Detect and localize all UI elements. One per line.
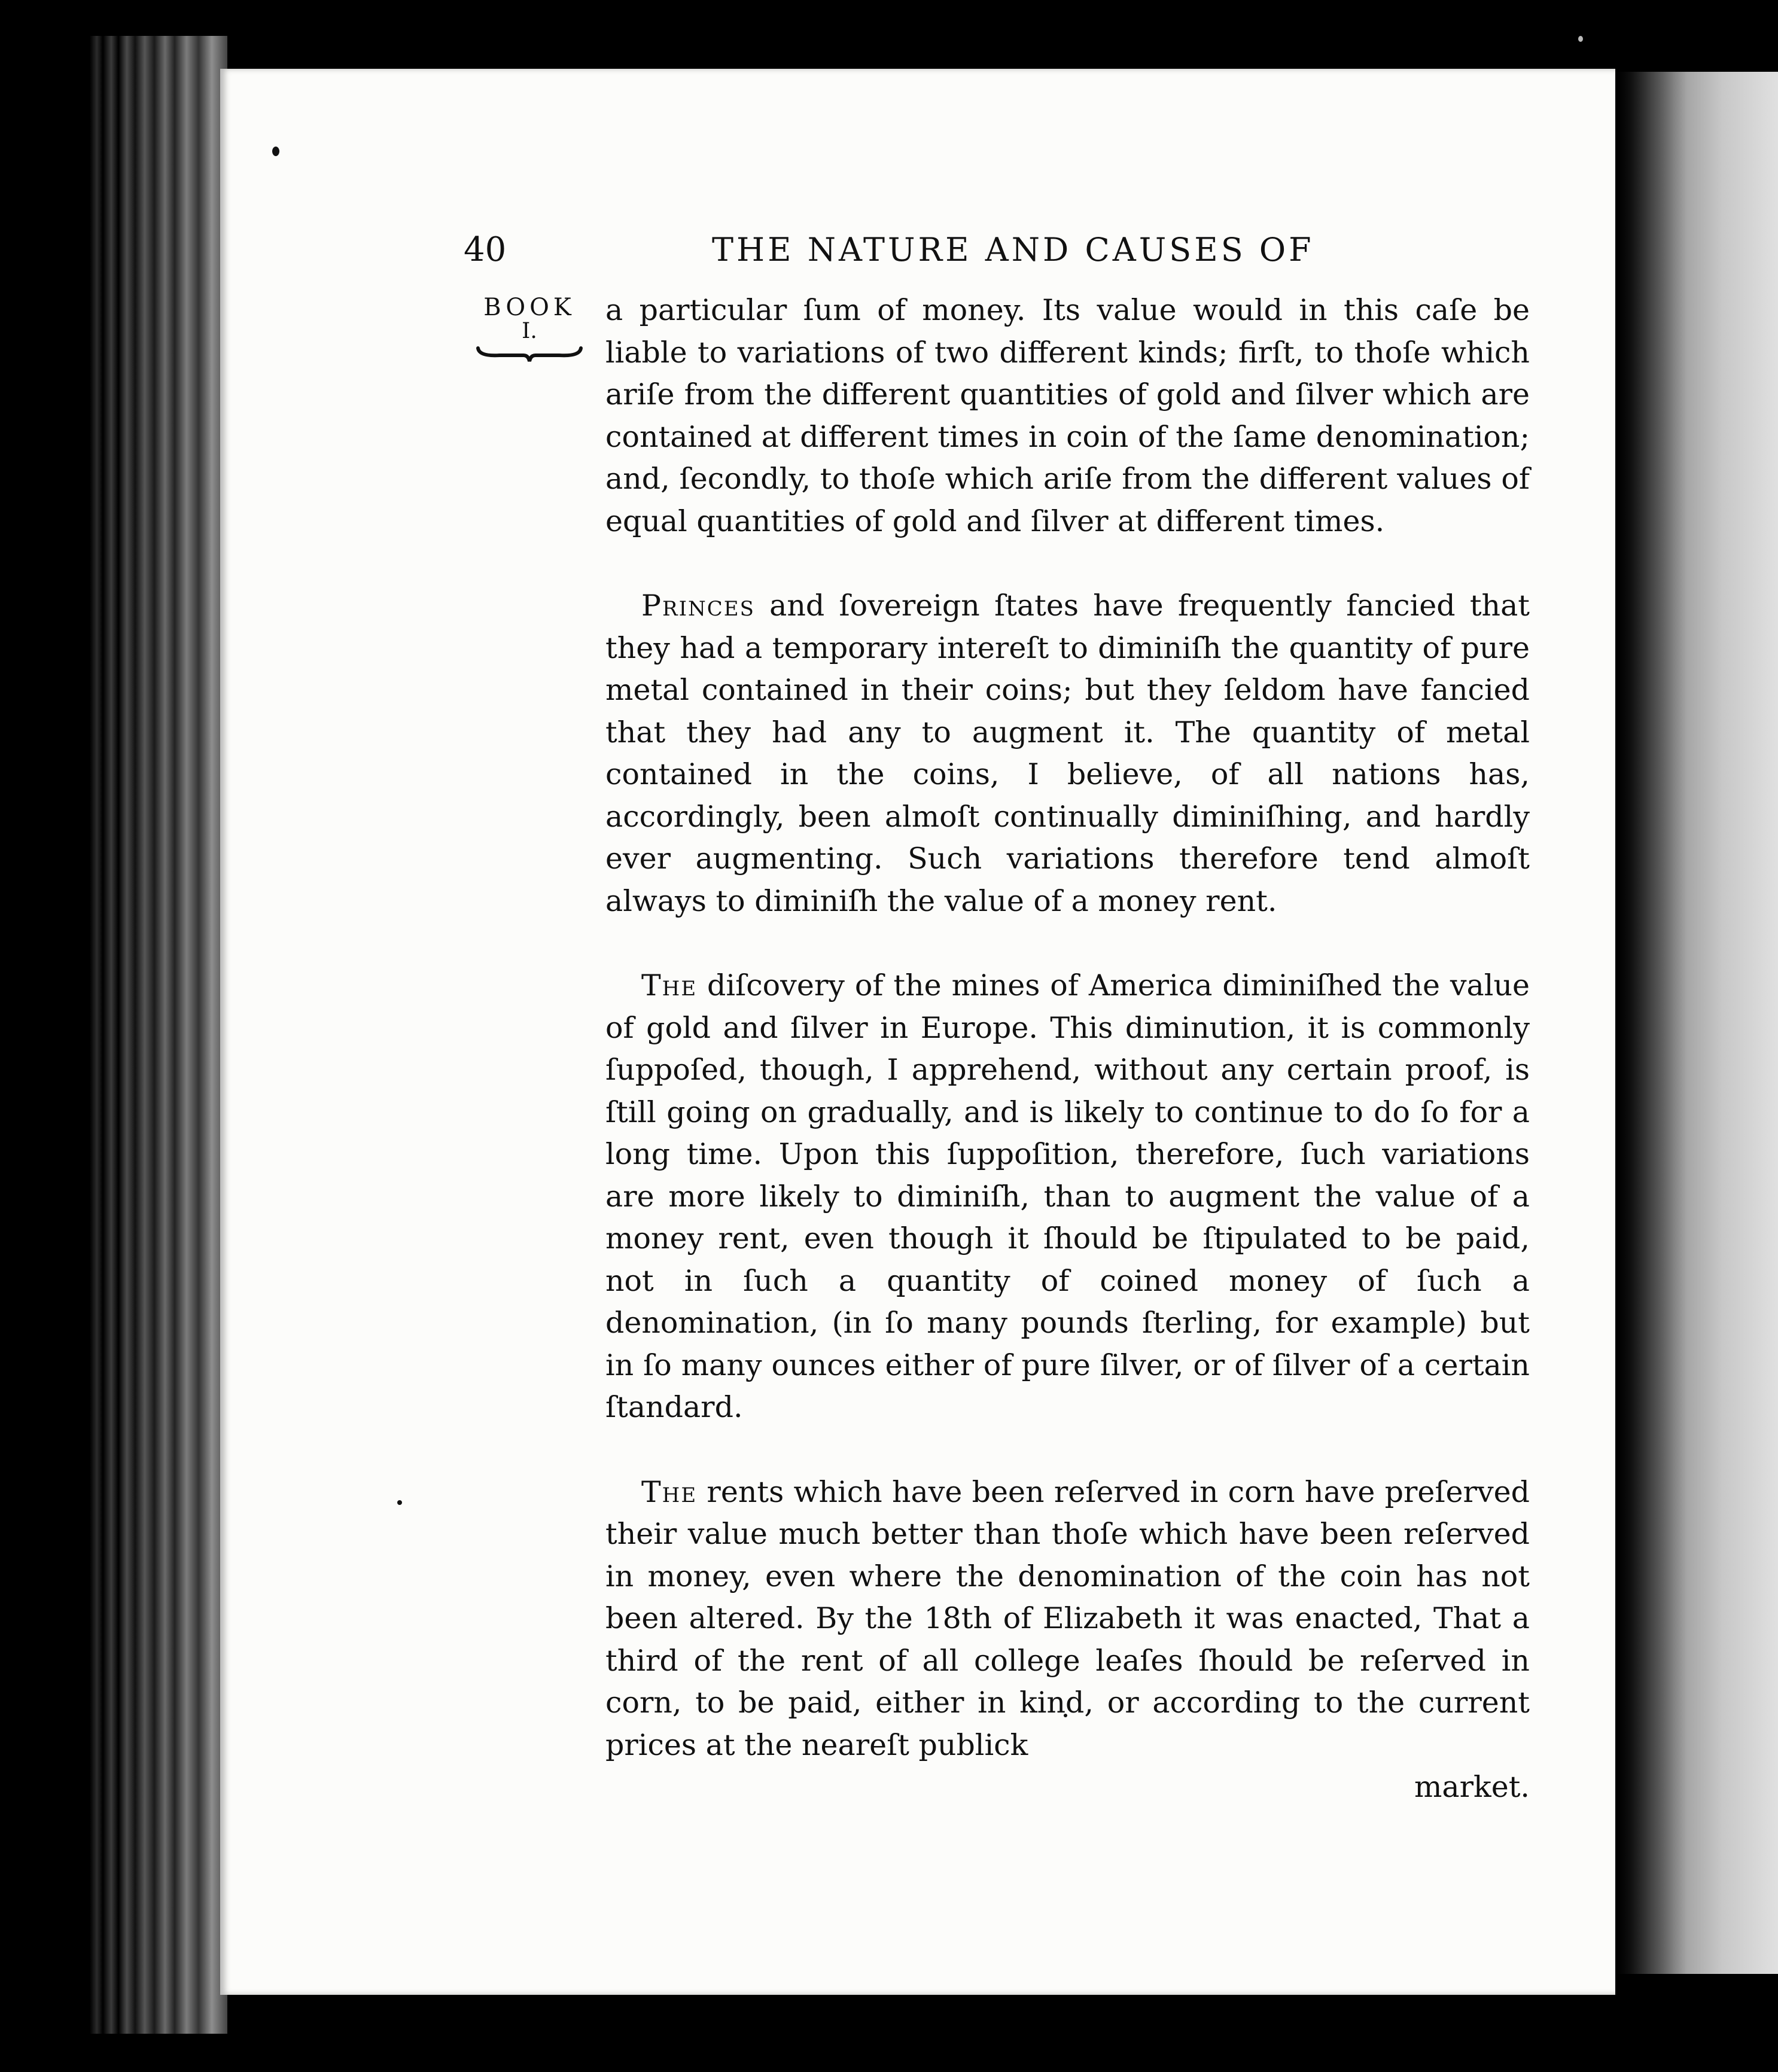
paragraph-4 — [605, 1471, 1530, 1767]
book-word: BOOK — [483, 294, 576, 321]
page-number: 40 — [464, 230, 507, 269]
body-text — [605, 290, 1530, 1809]
paragraph-2-lead: Princes — [641, 589, 755, 623]
paragraph-3 — [605, 965, 1530, 1429]
ink-speck — [1578, 36, 1583, 42]
ink-speck — [272, 147, 279, 156]
paragraph-3-lead: The — [641, 968, 698, 1003]
brace-ornament — [476, 345, 583, 362]
paragraph-3-text: diſcovery of the mines of America diminiſhed the value of gold and ſilver in Europe. This diminution, it is commonly ſuppoſed, though, I apprehend, without any certain proof, is ſtill going on gradually, and is likely to continue to do ſo for a long time. Upon this ſuppoſition, therefore, ſuch variations are more likely to diminiſh, than to augment the value of a money rent, even though it ſhould be ſtipulated to be paid, not in ſuch a quantity of coined money of ſuch a denomination, (in ſo many pounds ſterling, for example) but in ſo many ounces either of pure ſilver, or of ſilver of a certain ſtandard. — [605, 968, 1530, 1424]
paragraph-1-text: a particular ſum of money. Its value would in this caſe be liable to variations of two different kinds; firſt, to thoſe which ariſe from the different quantities of gold and ſilver which are contained at different times in coin of the ſame denomination; and, ſecondly, to thoſe which ariſe from the different values of equal quantities of gold and ſilver at different times. — [605, 293, 1530, 538]
gutter-shadow — [1615, 72, 1687, 1974]
paragraph-4-text: rents which have been reſerved in corn have preſerved their value much better than thoſe which have been reſerved in money, even where the denomination of the coin has not been altered. By the 18th of Elizabeth it was enacted, That a third of the rent of all college leaſes ſhould be reſerved in corn, to be paid, either in kind, or according to the current prices at the neareſt publick — [605, 1474, 1530, 1762]
paragraph-1 — [605, 290, 1530, 543]
catchword: market. — [1414, 1770, 1530, 1804]
running-header — [464, 226, 1433, 274]
margin-book-label — [473, 294, 586, 362]
running-title: THE NATURE AND CAUSES OF — [712, 231, 1314, 269]
book-number: I. — [522, 319, 537, 343]
paragraph-2 — [605, 585, 1530, 922]
ink-speck — [397, 1500, 402, 1505]
book-spine-edges — [90, 36, 227, 2034]
paragraph-2-text: and ſovereign ſtates have frequently fancied that they had a temporary intereſt to diminiſh the quantity of pure metal contained in their coins; but they ſeldom have fancied that they had any to augment it. The quantity of metal contained in the coins, I believe, of all nations has, accordingly, been almoſt continually diminiſhing, and hardly ever augmenting. Such variations therefore tend almoſt always to diminiſh the value of a money rent. — [605, 589, 1530, 918]
paragraph-4-lead: The — [641, 1474, 698, 1509]
